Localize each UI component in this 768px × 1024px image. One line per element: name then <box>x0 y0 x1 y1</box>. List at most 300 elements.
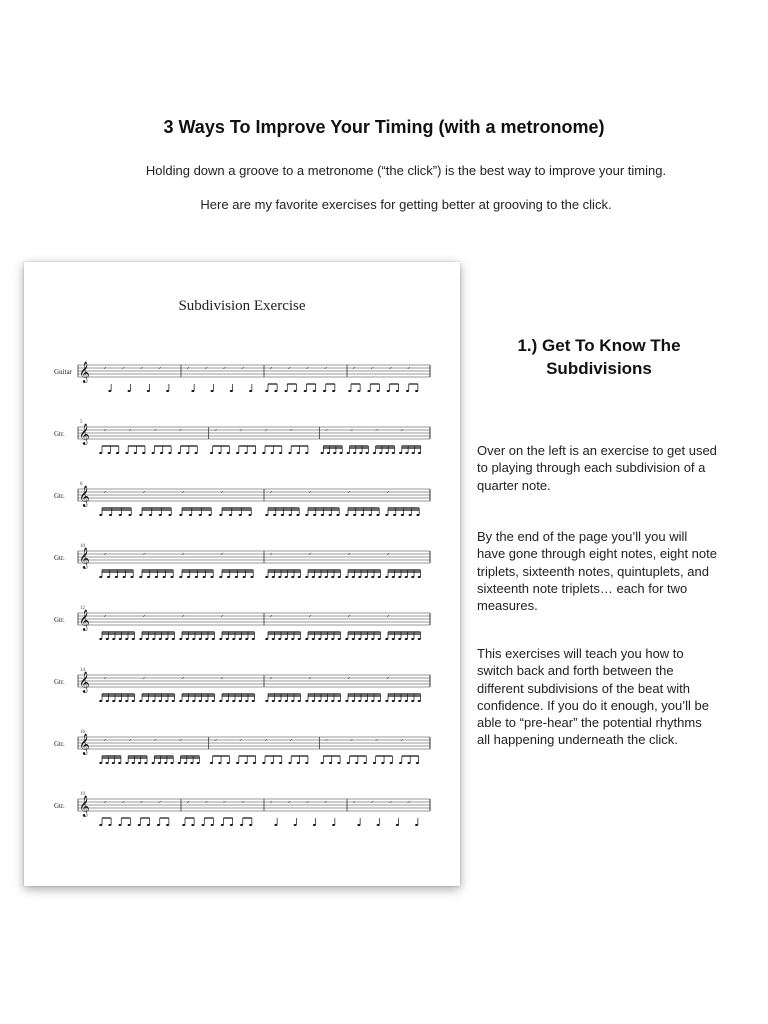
note-head <box>352 576 355 578</box>
note-head <box>378 700 381 702</box>
note-head <box>305 576 308 578</box>
note-head <box>99 452 102 454</box>
note-head <box>221 824 224 826</box>
note-head <box>418 700 421 702</box>
note-head <box>147 576 150 578</box>
note-head <box>393 514 396 516</box>
note-head <box>285 700 288 702</box>
note-head <box>159 514 162 516</box>
note-head <box>139 576 142 578</box>
note-head <box>191 390 194 392</box>
note-head <box>112 638 115 640</box>
note-head <box>412 452 415 454</box>
note-head <box>401 514 404 516</box>
note-head <box>339 452 342 454</box>
note-head <box>253 452 256 454</box>
note-head <box>392 576 395 578</box>
intro-text-2: Here are my favorite exercises for getting better at grooving to the click. <box>200 197 612 212</box>
sheet-title: Subdivision Exercise <box>178 298 306 314</box>
note-head <box>239 514 242 516</box>
note-head <box>305 638 308 640</box>
note-head <box>244 452 247 454</box>
note-head <box>348 390 351 392</box>
note-head <box>139 638 142 640</box>
note-head <box>219 576 222 578</box>
note-head <box>182 824 185 826</box>
note-head <box>321 514 324 516</box>
note-head <box>352 700 355 702</box>
note-head <box>396 824 399 826</box>
note-head <box>128 390 131 392</box>
note-head <box>138 762 141 764</box>
note-head <box>205 700 208 702</box>
note-head <box>243 576 246 578</box>
measure-number: 12 <box>80 606 85 611</box>
treble-clef-icon: 𝄞 <box>79 362 90 383</box>
note-head <box>296 514 299 516</box>
note-head <box>377 824 380 826</box>
note-head <box>385 514 388 516</box>
note-head <box>166 824 169 826</box>
note-head <box>218 452 221 454</box>
note-head <box>123 576 126 578</box>
note-head <box>369 514 372 516</box>
note-head <box>178 452 181 454</box>
note-head <box>291 700 294 702</box>
note-head <box>345 700 348 702</box>
note-head <box>152 700 155 702</box>
note-head <box>376 514 379 516</box>
note-head <box>164 762 167 764</box>
note-head <box>398 638 401 640</box>
note-head <box>160 452 163 454</box>
note-head <box>399 762 402 764</box>
note-head <box>271 762 274 764</box>
note-head <box>284 390 287 392</box>
note-head <box>297 452 300 454</box>
note-head <box>205 638 208 640</box>
note-head <box>378 576 381 578</box>
note-head <box>337 762 340 764</box>
note-head <box>297 762 300 764</box>
note-head <box>159 638 162 640</box>
note-head <box>272 700 275 702</box>
note-head <box>227 452 230 454</box>
note-head <box>115 576 118 578</box>
note-head <box>107 576 110 578</box>
note-head <box>298 576 301 578</box>
note-head <box>105 762 108 764</box>
note-head <box>331 638 334 640</box>
note-head <box>170 576 173 578</box>
note-head <box>134 452 137 454</box>
note-head <box>230 824 233 826</box>
paragraph: By the end of the page you’ll you will have gone through eight notes, eight note triplets, sixteenth notes, quintuplets, and sixteenth note triplets… each for two measures. <box>477 529 717 614</box>
note-head <box>291 576 294 578</box>
note-head <box>405 576 408 578</box>
note-head <box>146 638 149 640</box>
note-head <box>321 452 324 454</box>
note-head <box>144 762 147 764</box>
note-head <box>411 638 414 640</box>
note-head <box>128 824 131 826</box>
note-head <box>345 514 348 516</box>
note-head <box>312 700 315 702</box>
note-head <box>132 700 135 702</box>
note-head <box>294 390 297 392</box>
note-head <box>168 452 171 454</box>
note-head <box>236 762 239 764</box>
note-head <box>146 700 149 702</box>
note-head <box>199 700 202 702</box>
note-head <box>409 514 412 516</box>
note-head <box>327 452 330 454</box>
note-head <box>359 452 362 454</box>
note-head <box>352 638 355 640</box>
note-head <box>212 638 215 640</box>
note-head <box>318 576 321 578</box>
note-head <box>152 762 155 764</box>
note-head <box>361 514 364 516</box>
note-head <box>227 576 230 578</box>
note-head <box>357 824 360 826</box>
note-head <box>313 514 316 516</box>
treble-clef-icon: 𝄞 <box>79 610 90 631</box>
note-head <box>321 762 324 764</box>
note-head <box>192 638 195 640</box>
note-head <box>210 452 213 454</box>
note-head <box>99 638 102 640</box>
note-head <box>179 638 182 640</box>
note-head <box>271 452 274 454</box>
note-head <box>191 824 194 826</box>
note-head <box>218 762 221 764</box>
note-head <box>273 514 276 516</box>
note-head <box>418 576 421 578</box>
note-head <box>377 390 380 392</box>
staff-label: Gtr. <box>54 616 65 624</box>
note-head <box>138 824 141 826</box>
note-head <box>347 452 350 454</box>
note-head <box>239 700 242 702</box>
note-head <box>210 762 213 764</box>
note-head <box>245 700 248 702</box>
treble-clef-icon: 𝄞 <box>79 672 90 693</box>
measure-number: 8 <box>80 482 83 487</box>
note-head <box>99 824 102 826</box>
note-head <box>378 638 381 640</box>
note-head <box>119 638 122 640</box>
note-head <box>399 452 402 454</box>
note-head <box>288 762 291 764</box>
note-head <box>278 576 281 578</box>
note-head <box>203 576 206 578</box>
note-head <box>367 390 370 392</box>
note-head <box>250 576 253 578</box>
treble-clef-icon: 𝄞 <box>79 734 90 755</box>
note-head <box>147 824 150 826</box>
note-head <box>387 390 390 392</box>
note-head <box>212 700 215 702</box>
note-head <box>418 452 421 454</box>
note-head <box>313 824 316 826</box>
note-head <box>298 700 301 702</box>
note-head <box>288 452 291 454</box>
note-head <box>353 452 356 454</box>
note-head <box>240 824 243 826</box>
note-head <box>336 514 339 516</box>
note-head <box>279 762 282 764</box>
note-head <box>116 452 119 454</box>
note-head <box>305 700 308 702</box>
note-head <box>305 452 308 454</box>
note-head <box>108 824 111 826</box>
note-head <box>139 514 142 516</box>
note-head <box>281 514 284 516</box>
note-head <box>329 762 332 764</box>
note-head <box>291 638 294 640</box>
note-head <box>392 638 395 640</box>
note-head <box>252 638 255 640</box>
note-head <box>119 514 122 516</box>
note-head <box>249 390 252 392</box>
note-head <box>332 390 335 392</box>
note-head <box>371 638 374 640</box>
note-head <box>152 452 155 454</box>
note-head <box>318 700 321 702</box>
note-head <box>195 576 198 578</box>
note-head <box>371 576 374 578</box>
measure-number: 5 <box>80 420 83 425</box>
note-head <box>159 700 162 702</box>
note-head <box>199 514 202 516</box>
note-head <box>371 700 374 702</box>
note-head <box>108 452 111 454</box>
note-head <box>245 638 248 640</box>
staff-label: Gtr. <box>54 430 65 438</box>
note-head <box>118 762 121 764</box>
note-head <box>333 452 336 454</box>
note-head <box>304 390 307 392</box>
note-head <box>332 824 335 826</box>
measure-number: 14 <box>80 668 85 673</box>
note-head <box>248 514 251 516</box>
note-head <box>106 700 109 702</box>
staff-label: Gtr. <box>54 678 65 686</box>
note-head <box>285 638 288 640</box>
note-head <box>313 390 316 392</box>
note-head <box>236 452 239 454</box>
note-head <box>406 390 409 392</box>
staff-label: Gtr. <box>54 740 65 748</box>
note-head <box>210 576 213 578</box>
note-head <box>396 390 399 392</box>
note-head <box>119 700 122 702</box>
note-head <box>125 452 128 454</box>
note-head <box>99 762 102 764</box>
note-head <box>274 824 277 826</box>
treble-clef-icon: 𝄞 <box>79 486 90 507</box>
note-head <box>278 700 281 702</box>
note-head <box>312 576 315 578</box>
note-head <box>325 638 328 640</box>
note-head <box>230 390 233 392</box>
note-head <box>106 638 109 640</box>
note-head <box>390 762 393 764</box>
note-head <box>227 762 230 764</box>
note-head <box>415 390 418 392</box>
note-head <box>155 576 158 578</box>
note-head <box>165 700 168 702</box>
note-head <box>279 452 282 454</box>
note-head <box>179 576 182 578</box>
note-head <box>130 576 133 578</box>
note-head <box>262 762 265 764</box>
measure-number: 16 <box>80 730 85 735</box>
note-head <box>385 576 388 578</box>
note-head <box>235 576 238 578</box>
measure-number: 19 <box>80 792 85 797</box>
note-head <box>265 390 268 392</box>
note-head <box>353 514 356 516</box>
paragraph: Over on the left is an exercise to get used to playing through each subdivision of a quarter note. <box>477 443 717 493</box>
note-head <box>398 700 401 702</box>
note-head <box>385 452 388 454</box>
note-head <box>274 390 277 392</box>
note-head <box>112 762 115 764</box>
note-head <box>312 638 315 640</box>
note-head <box>278 638 281 640</box>
note-head <box>411 700 414 702</box>
note-head <box>172 700 175 702</box>
note-head <box>249 824 252 826</box>
note-head <box>226 700 229 702</box>
note-head <box>305 762 308 764</box>
note-head <box>265 638 268 640</box>
note-head <box>219 514 222 516</box>
note-head <box>149 514 152 516</box>
note-head <box>163 576 166 578</box>
note-head <box>347 762 350 764</box>
note-head <box>252 700 255 702</box>
note-head <box>338 700 341 702</box>
note-head <box>379 452 382 454</box>
note-head <box>147 390 150 392</box>
note-head <box>262 452 265 454</box>
note-head <box>405 452 408 454</box>
measure-number: 10 <box>80 544 85 549</box>
sheet-music-image <box>24 262 460 886</box>
note-head <box>109 514 112 516</box>
note-head <box>265 700 268 702</box>
note-head <box>331 576 334 578</box>
note-head <box>179 700 182 702</box>
note-head <box>99 700 102 702</box>
note-head <box>392 700 395 702</box>
note-head <box>405 638 408 640</box>
note-head <box>201 824 204 826</box>
staff-label: Gtr. <box>54 554 65 562</box>
paragraph: This exercises will teach you how to switch back and forth between the different subdivisions of the beat with confidence. If you do it enough, you’ll be able to “pre-hear” the potential rhythms all happening underneath the click. <box>477 646 709 748</box>
note-head <box>128 514 131 516</box>
treble-clef-icon: 𝄞 <box>79 548 90 569</box>
note-head <box>189 514 192 516</box>
score-staves <box>24 262 460 886</box>
note-head <box>192 700 195 702</box>
note-head <box>418 638 421 640</box>
note-head <box>211 390 214 392</box>
note-head <box>219 700 222 702</box>
note-head <box>366 452 369 454</box>
note-head <box>158 762 161 764</box>
note-head <box>365 700 368 702</box>
note-head <box>272 638 275 640</box>
note-head <box>294 824 297 826</box>
note-head <box>363 762 366 764</box>
note-head <box>323 390 326 392</box>
note-head <box>285 576 288 578</box>
note-head <box>318 638 321 640</box>
note-head <box>178 762 181 764</box>
note-head <box>338 638 341 640</box>
note-head <box>184 762 187 764</box>
note-head <box>357 390 360 392</box>
staff-label: Gtr. <box>54 802 65 810</box>
note-head <box>219 638 222 640</box>
note-head <box>157 824 160 826</box>
note-head <box>179 514 182 516</box>
treble-clef-icon: 𝄞 <box>79 796 90 817</box>
note-head <box>172 638 175 640</box>
note-head <box>166 390 169 392</box>
note-head <box>272 576 275 578</box>
note-head <box>305 514 308 516</box>
note-head <box>373 762 376 764</box>
note-head <box>253 762 256 764</box>
note-head <box>398 576 401 578</box>
note-head <box>125 700 128 702</box>
note-head <box>139 700 142 702</box>
note-head <box>365 638 368 640</box>
note-head <box>142 452 145 454</box>
note-head <box>365 576 368 578</box>
note-head <box>265 514 268 516</box>
note-head <box>405 700 408 702</box>
note-head <box>168 514 171 516</box>
note-head <box>186 700 189 702</box>
note-head <box>345 638 348 640</box>
intro-text: Holding down a groove to a metronome (“the click”) is the best way to improve your timing. <box>145 163 667 178</box>
note-head <box>411 576 414 578</box>
note-head <box>392 452 395 454</box>
note-head <box>244 762 247 764</box>
note-head <box>108 390 111 392</box>
note-head <box>132 638 135 640</box>
note-head <box>170 762 173 764</box>
note-head <box>239 638 242 640</box>
note-head <box>407 762 410 764</box>
note-head <box>197 762 200 764</box>
note-head <box>186 452 189 454</box>
page-title: 3 Ways To Improve Your Timing (with a metronome) <box>163 117 605 137</box>
treble-clef-icon: 𝄞 <box>79 424 90 445</box>
note-head <box>338 576 341 578</box>
note-head <box>373 452 376 454</box>
note-head <box>99 576 102 578</box>
note-head <box>325 700 328 702</box>
note-head <box>416 762 419 764</box>
note-head <box>381 762 384 764</box>
